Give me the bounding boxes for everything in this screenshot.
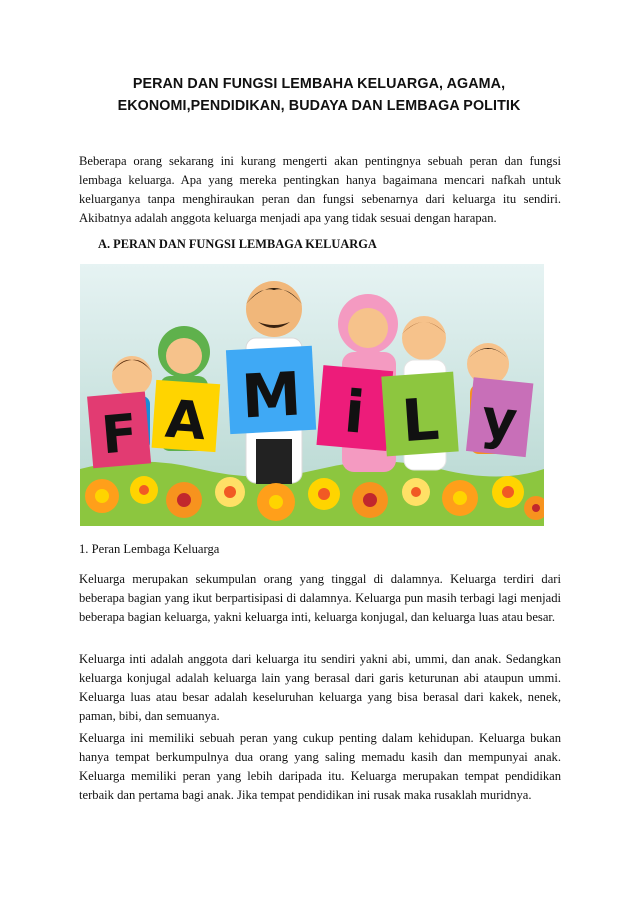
- paragraph-1: Keluarga merupakan sekumpulan orang yang tinggal di dalamnya. Keluarga terdiri dari beberapa bagian yang ikut berpartisipasi di dalamnya. Keluarga pun masih terbagi lagi menjadi beberapa bagian keluarga, yakni keluarga inti, keluarga konjugal, dan keluarga luas atau besar.: [79, 572, 561, 624]
- family-illustration-svg: [80, 264, 544, 526]
- letter-card-l: [381, 372, 458, 457]
- letter-card-m: [226, 346, 316, 434]
- letter-card-f: [87, 392, 151, 469]
- section-heading-a: A. PERAN DAN FUNGSI LEMBAGA KELUARGA: [98, 237, 377, 251]
- title-line-1: PERAN DAN FUNGSI LEMBAHA KELUARGA, AGAMA,: [132, 76, 506, 92]
- letter-y: y: [478, 386, 521, 453]
- letter-i: i: [341, 377, 368, 447]
- document-title: [60, 73, 578, 117]
- title-line-2: EKONOMI,PENDIDIKAN, BUDAYA DAN LEMBAGA POLITIK: [117, 98, 521, 114]
- letter-m: M: [239, 359, 304, 433]
- letter-f: F: [99, 403, 140, 467]
- letter-l: L: [399, 384, 442, 456]
- intro-paragraph: Beberapa orang sekarang ini kurang mengerti akan pentingnya sebuah peran dan fungsi lembaga keluarga. Apa yang mereka pentingkan hanya bagaimana mencari nafkah untuk keluarganya tanpa menghiraukan peran dan fungsi sebenarnya dari keluarga itu sendiri. Akibatnya adalah anggota keluarga menjadi apa yang tidak sesuai dengan harapan.: [79, 154, 561, 225]
- letter-card-a: [151, 380, 220, 453]
- letter-card-y: [466, 377, 533, 457]
- paragraph-2: Keluarga inti adalah anggota dari keluarga itu sendiri yakni abi, ummi, dan anak. Sedangkan keluarga konjugal adalah keluarga lain yang berasal dari garis keturunan abi ataupun ummi. Keluarga luas atau besar adalah keseluruhan keluarga yang bisa berasal dari kakek, nenek, paman, bibi, dan semuanya.: [79, 652, 561, 723]
- subsection-heading-1: 1. Peran Lembaga Keluarga: [79, 542, 220, 556]
- family-illustration: [80, 264, 544, 526]
- letter-a: A: [163, 389, 208, 453]
- paragraph-3: Keluarga ini memiliki sebuah peran yang cukup penting dalam kehidupan. Keluarga bukan hanya tempat berkumpulnya dua orang yang saling memadu kasih dan mempunyai anak. Keluarga memiliki peran yang lebih daripada itu. Keluarga merupakan tempat pendidikan terbaik dan pertama bagi anak. Jika tempat pendidikan ini rusak maka rusaklah muridnya.: [79, 731, 561, 802]
